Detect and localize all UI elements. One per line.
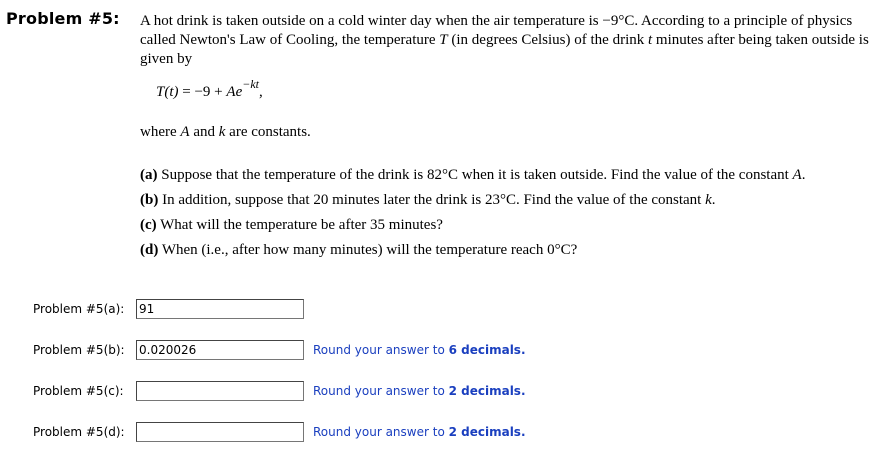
part-b: (b) In addition, suppose that 20 minutes later the drink is 23°C. Find the value of the constant k. xyxy=(140,192,716,208)
problem-title: Problem #5: xyxy=(6,9,120,28)
part-a: (a) Suppose that the temperature of the drink is 82°C when it is taken outside. Find the value of the constant A. xyxy=(140,167,806,183)
problem-intro: A hot drink is taken outside on a cold winter day when the air temperature is −9°C. According to a principle of physics called Newton's Law of Cooling, the temperature T (in degrees Celsius) of the drink t minutes after being taken outside is given by xyxy=(140,13,869,67)
answer-label-a: Problem #5(a): xyxy=(33,302,125,316)
answer-input-d[interactable] xyxy=(136,422,304,442)
rounding-hint-d: Round your answer to 2 decimals. xyxy=(313,425,526,439)
answer-input-a[interactable] xyxy=(136,299,304,319)
rounding-hint-c: Round your answer to 2 decimals. xyxy=(313,384,526,398)
answer-input-b[interactable] xyxy=(136,340,304,360)
answer-label-d: Problem #5(d): xyxy=(33,425,125,439)
answer-label-b: Problem #5(b): xyxy=(33,343,125,357)
part-c: (c) What will the temperature be after 35 minutes? xyxy=(140,217,443,233)
answer-input-c[interactable] xyxy=(136,381,304,401)
rounding-hint-b: Round your answer to 6 decimals. xyxy=(313,343,526,357)
answer-label-c: Problem #5(c): xyxy=(33,384,124,398)
part-d: (d) When (i.e., after how many minutes) will the temperature reach 0°C? xyxy=(140,242,578,258)
cooling-formula: $T(t) = -9 + Ae^{-kt}$, xyxy=(156,77,263,100)
constants-note: where A and k are constants. xyxy=(140,124,311,140)
